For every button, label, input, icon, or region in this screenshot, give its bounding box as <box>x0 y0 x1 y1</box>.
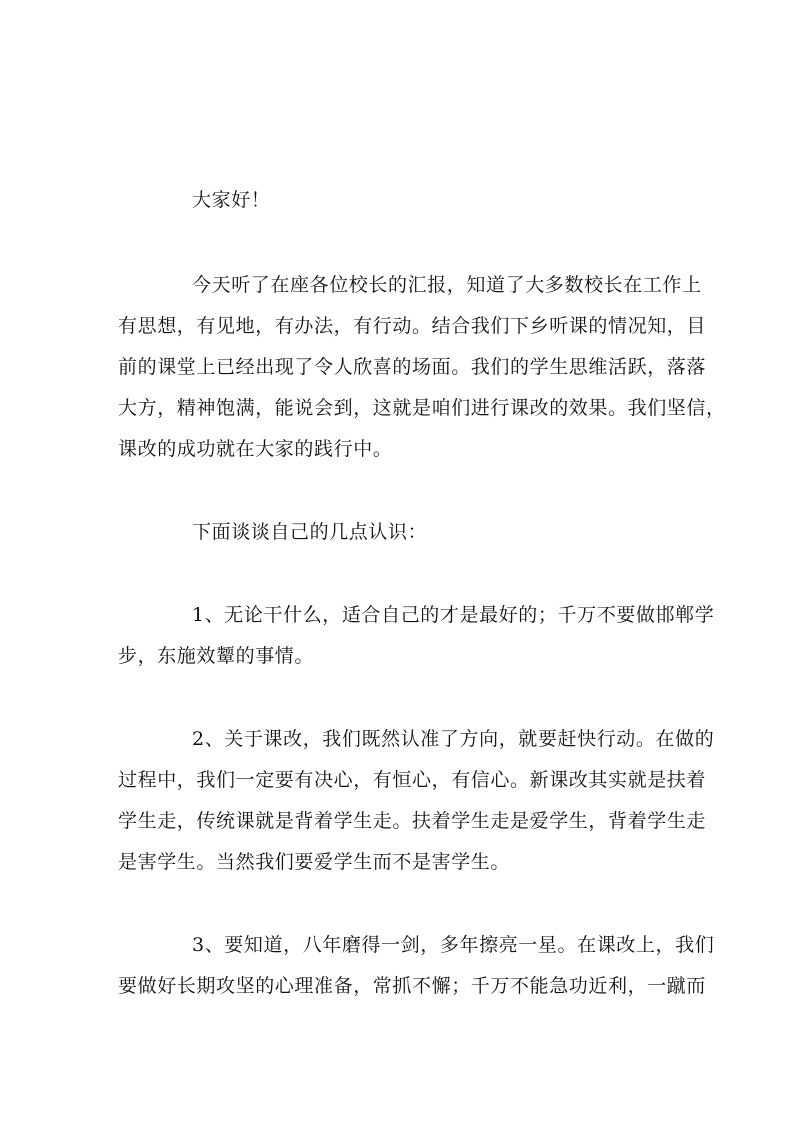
paragraph-line: 有思想，有见地，有办法，有行动。结合我们下乡听课的情况知，目 <box>118 315 707 337</box>
point-2-line: 是害学生。当然我们要爱学生而不是害学生。 <box>118 851 511 873</box>
point-3-line: 要做好长期攻坚的心理准备，常抓不懈；千万不能急功近利，一蹴而 <box>118 975 707 997</box>
greeting: 大家好！ <box>192 189 271 211</box>
paragraph-line: 今天听了在座各位校长的汇报，知道了大多数校长在工作上 <box>192 274 702 296</box>
point-2-line: 过程中，我们一定要有决心，有恒心，有信心。新课改其实就是扶着 <box>118 769 707 791</box>
paragraph-line: 大方，精神饱满，能说会到，这就是咱们进行课改的效果。我们坚信， <box>118 397 726 419</box>
paragraph-line: 前的课堂上已经出现了令人欣喜的场面。我们的学生思维活跃，落落 <box>118 356 707 378</box>
section-intro: 下面谈谈自己的几点认识： <box>192 521 428 543</box>
point-1-line: 1、无论干什么，适合自己的才是最好的；千万不要做邯郸学 <box>192 604 715 626</box>
point-1-line: 步，东施效颦的事情。 <box>118 645 315 667</box>
point-3-line: 3、要知道，八年磨得一剑，多年擦亮一星。在课改上，我们 <box>192 934 715 956</box>
point-2-line: 2、关于课改，我们既然认准了方向，就要赶快行动。在做的 <box>192 728 715 750</box>
paragraph-line: 课改的成功就在大家的践行中。 <box>118 438 393 460</box>
point-2-line: 学生走，传统课就是背着学生走。扶着学生走是爱学生，背着学生走 <box>118 810 707 832</box>
